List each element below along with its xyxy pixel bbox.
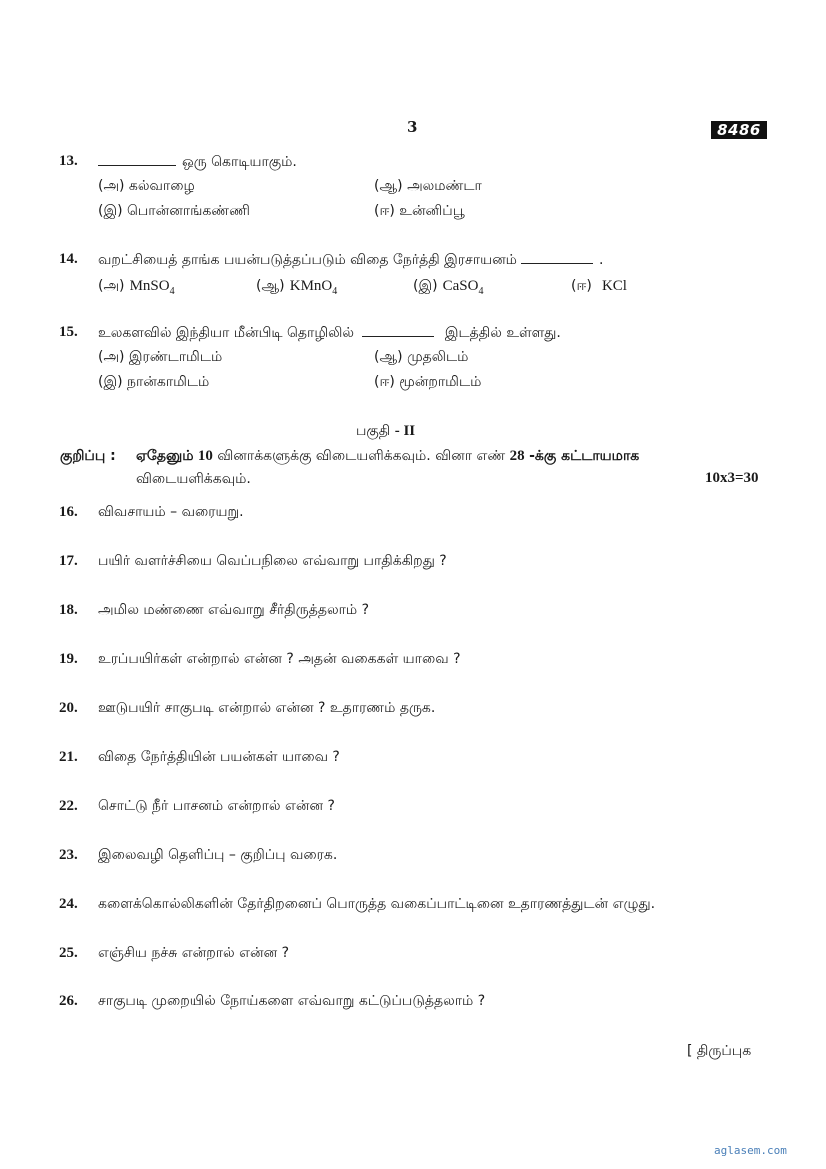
q13-option-b: (ஆ) அலமண்டா: [374, 178, 482, 194]
chem-formula: KCl: [601, 278, 627, 294]
question-number: 21.: [59, 749, 78, 765]
section-heading: பகுதி - II: [356, 423, 416, 439]
marks-allocation: 10x3=30: [705, 470, 759, 486]
q15-text: உலகளவில் இந்தியா மீன்பிடி தொழிலில் இடத்தில் உள்ளது.: [98, 325, 561, 341]
answer-blank: [362, 324, 434, 337]
question-text: உரப்பயிர்கள் என்றால் என்ன ? அதன் வகைகள் யாவை ?: [98, 651, 461, 667]
question-text: விதை நேர்த்தியின் பயன்கள் யாவை ?: [98, 749, 340, 765]
q14-option-a: (அ) MnSO$_4$: [98, 278, 175, 297]
chem-formula: CaSO$_4$: [442, 278, 484, 297]
question-number: 22.: [59, 798, 78, 814]
answer-blank: [521, 251, 593, 264]
q15-option-c: (இ) நான்காமிடம்: [98, 374, 210, 390]
question-number: 16.: [59, 504, 78, 520]
note-line-1: ஏதேனும் 10 வினாக்களுக்கு விடையளிக்கவும். வினா எண் 28 -க்கு கட்டாயமாக: [136, 448, 640, 464]
q14-option-d: (ஈ) KCl: [571, 278, 627, 294]
q14-option-c: (இ) CaSO$_4$: [413, 278, 484, 297]
q13-option-d: (ஈ) உன்னிப்பூ: [374, 203, 465, 219]
note-line-2: விடையளிக்கவும்.: [136, 471, 251, 487]
q14-stem: வறட்சியைத் தாங்க பயன்படுத்தப்படும் விதை நேர்த்தி இரசாயனம்: [98, 252, 517, 268]
chem-formula: KMnO$_4$: [289, 278, 338, 297]
question-number: 25.: [59, 945, 78, 961]
question-number: 26.: [59, 993, 78, 1009]
note-label: குறிப்பு :: [60, 448, 116, 464]
question-text: பயிர் வளர்ச்சியை வெப்பநிலை எவ்வாறு பாதிக்கிறது ?: [98, 553, 447, 569]
q15-option-d: (ஈ) மூன்றாமிடம்: [374, 374, 482, 390]
q13-number: 13.: [59, 153, 78, 169]
q15-option-b: (ஆ) முதலிடம்: [374, 349, 469, 365]
question-number: 18.: [59, 602, 78, 618]
question-number: 17.: [59, 553, 78, 569]
question-number: 24.: [59, 896, 78, 912]
q13-stem: ஒரு கொடியாகும்.: [182, 154, 297, 170]
q14-text: வறட்சியைத் தாங்க பயன்படுத்தப்படும் விதை நேர்த்தி இரசாயனம் .: [98, 252, 604, 268]
watermark: aglasem.com: [714, 1144, 787, 1157]
question-text: ஊடுபயிர் சாகுபடி என்றால் என்ன ? உதாரணம் தருக.: [98, 700, 436, 716]
question-text: எஞ்சிய நச்சு என்றால் என்ன ?: [98, 945, 290, 961]
q14-option-b: (ஆ) KMnO$_4$: [256, 278, 338, 297]
question-text: களைக்கொல்லிகளின் தேர்திறனைப் பொருத்த வகைப்பாட்டினை உதாரணத்துடன் எழுது.: [98, 896, 656, 912]
turn-over-label: [ திருப்புக: [687, 1043, 752, 1059]
question-text: சொட்டு நீர் பாசனம் என்றால் என்ன ?: [98, 798, 335, 814]
question-text: சாகுபடி முறையில் நோய்களை எவ்வாறு கட்டுப்படுத்தலாம் ?: [98, 993, 486, 1009]
q15-number: 15.: [59, 324, 78, 340]
q13-option-a: (அ) கல்வாழை: [98, 178, 195, 194]
question-text: அமில மண்ணை எவ்வாறு சீர்திருத்தலாம் ?: [98, 602, 370, 618]
question-number: 23.: [59, 847, 78, 863]
answer-blank: [98, 153, 176, 166]
question-number: 20.: [59, 700, 78, 716]
page-number: 3: [407, 118, 418, 136]
question-text: இலைவழி தெளிப்பு – குறிப்பு வரைக.: [98, 847, 338, 863]
q14-number: 14.: [59, 251, 78, 267]
q13-option-c: (இ) பொன்னாங்கண்ணி: [98, 203, 250, 219]
paper-code-badge: 8486: [711, 121, 767, 139]
q15-option-a: (அ) இரண்டாமிடம்: [98, 349, 223, 365]
chem-formula: MnSO$_4$: [129, 278, 175, 297]
q13-text: [98, 153, 297, 172]
question-number: 19.: [59, 651, 78, 667]
question-text: விவசாயம் – வரையறு.: [98, 504, 244, 520]
